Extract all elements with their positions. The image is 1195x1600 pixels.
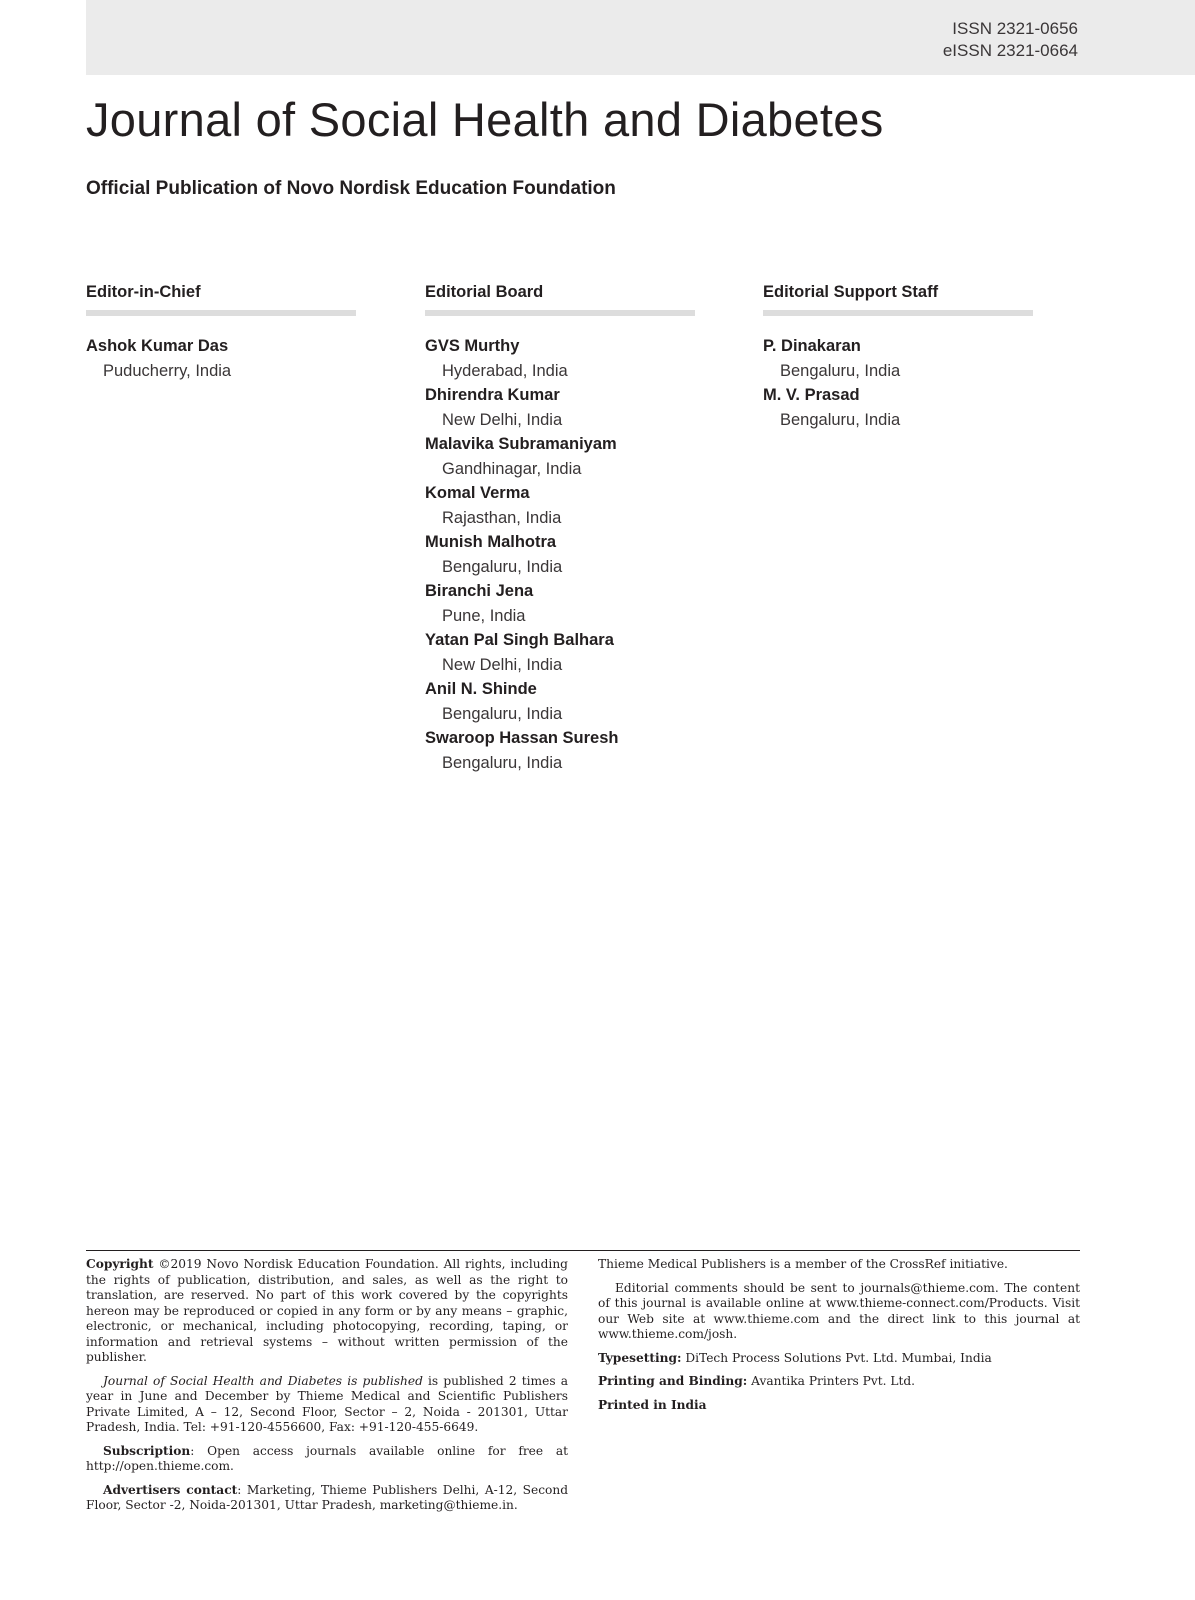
issn-number: ISSN 2321-0656 bbox=[952, 19, 1078, 38]
person-name: Komal Verma bbox=[425, 484, 530, 502]
footer-divider bbox=[86, 1250, 1080, 1251]
person-name: P. Dinakaran bbox=[763, 337, 861, 355]
person-entry bbox=[763, 334, 1033, 383]
person-entry bbox=[425, 334, 695, 383]
footer-right-column bbox=[598, 1257, 1080, 1421]
person-entry bbox=[425, 726, 695, 775]
person-name: GVS Murthy bbox=[425, 337, 520, 355]
support-staff-column bbox=[763, 283, 1033, 432]
person-place: Hyderabad, India bbox=[442, 361, 568, 380]
copyright-text: ©2019 Novo Nordisk Education Foundation. All rights, including the rights of publication, distribution, and sales, as well as the right to translation, are reserved. No part of this work covered by the copyrights hereon may be reproduced or copied in any form or by any means – graphic, electronic, or mechanical, including photocopying, recording, taping, or information and retrieval systems – without written permission of the publisher. bbox=[86, 1257, 568, 1364]
editorial-comments-paragraph: Editorial comments should be sent to journals@thieme.com. The content of this journal is available online at www.thieme-connect.com/Products. Visit our Web site at www.thieme.com and the direct link to this journal at www.thieme.com/josh. bbox=[598, 1280, 1080, 1341]
person-entry bbox=[425, 628, 695, 677]
support-staff-heading: Editorial Support Staff bbox=[763, 283, 1033, 316]
printing-text: Avantika Printers Pvt. Ltd. bbox=[747, 1374, 916, 1388]
person-name: Dhirendra Kumar bbox=[425, 386, 560, 404]
person-entry bbox=[425, 677, 695, 726]
person-entry bbox=[425, 432, 695, 481]
person-place: Bengaluru, India bbox=[780, 361, 901, 380]
advertisers-text: : Marketing, Thieme Publishers Delhi, A-12, Second Floor, Sector -2, Noida-201301, Uttar Pradesh, marketing@thieme.in. bbox=[86, 1482, 569, 1512]
subscription-text: : Open access journals available online for free at http://open.thieme.com. bbox=[86, 1443, 568, 1473]
person-entry bbox=[425, 579, 695, 628]
journal-subtitle: Official Publication of Novo Nordisk Education Foundation bbox=[86, 178, 616, 199]
person-place: Rajasthan, India bbox=[442, 508, 562, 527]
person-name: Swaroop Hassan Suresh bbox=[425, 729, 619, 747]
editorial-board-heading: Editorial Board bbox=[425, 283, 695, 316]
person-name: Munish Malhotra bbox=[425, 533, 557, 551]
person-place: Puducherry, India bbox=[103, 361, 232, 380]
typesetting-label: Typesetting: bbox=[598, 1350, 682, 1365]
issn-block bbox=[943, 18, 1078, 62]
person-name: Yatan Pal Singh Balhara bbox=[425, 631, 614, 649]
subscription-label: Subscription bbox=[103, 1443, 191, 1458]
person-name: Biranchi Jena bbox=[425, 582, 534, 600]
printed-in-paragraph bbox=[598, 1398, 1080, 1414]
editor-in-chief-column bbox=[86, 283, 356, 383]
person-entry bbox=[86, 334, 356, 383]
person-name: Malavika Subramaniyam bbox=[425, 435, 617, 453]
person-entry bbox=[425, 383, 695, 432]
person-entry bbox=[425, 530, 695, 579]
printing-paragraph bbox=[598, 1374, 1080, 1390]
person-name: M. V. Prasad bbox=[763, 386, 860, 404]
publication-text: is published 2 times a year in June and December by Thieme Medical and Scientific Publishers Private Limited, A – 12, Second Floor, Sector – 2, Noida - 201301, Uttar Pradesh, India. Tel: +91-120-4556600, Fax: +91-120-455-6649. bbox=[86, 1373, 568, 1434]
person-place: Bengaluru, India bbox=[442, 704, 563, 723]
person-place: Gandhinagar, India bbox=[442, 459, 582, 478]
footer-left-column bbox=[86, 1257, 568, 1522]
editor-in-chief-heading: Editor-in-Chief bbox=[86, 283, 356, 316]
printed-in-label: Printed in India bbox=[598, 1397, 707, 1412]
publication-paragraph bbox=[86, 1374, 568, 1436]
person-name: Anil N. Shinde bbox=[425, 680, 537, 698]
editorial-board-column bbox=[425, 283, 695, 775]
person-place: Bengaluru, India bbox=[780, 410, 901, 429]
journal-title: Journal of Social Health and Diabetes bbox=[86, 93, 884, 146]
person-place: Bengaluru, India bbox=[442, 753, 563, 772]
person-place: New Delhi, India bbox=[442, 410, 563, 429]
publication-italic: Journal of Social Health and Diabetes is published bbox=[103, 1373, 423, 1388]
copyright-label: Copyright bbox=[86, 1257, 154, 1271]
copyright-paragraph bbox=[86, 1257, 568, 1366]
person-entry bbox=[763, 383, 1033, 432]
person-name: Ashok Kumar Das bbox=[86, 337, 229, 355]
eissn-number: eISSN 2321-0664 bbox=[942, 41, 1078, 60]
person-place: New Delhi, India bbox=[442, 655, 563, 674]
advertisers-label: Advertisers contact bbox=[103, 1482, 238, 1497]
advertisers-paragraph bbox=[86, 1483, 568, 1514]
person-entry bbox=[425, 481, 695, 530]
typesetting-paragraph bbox=[598, 1351, 1080, 1367]
printing-label: Printing and Binding: bbox=[598, 1374, 748, 1388]
typesetting-text: DiTech Process Solutions Pvt. Ltd. Mumbai, India bbox=[681, 1350, 992, 1365]
crossref-paragraph: Thieme Medical Publishers is a member of the CrossRef initiative. bbox=[598, 1257, 1008, 1271]
person-place: Pune, India bbox=[442, 606, 526, 625]
person-place: Bengaluru, India bbox=[442, 557, 563, 576]
subscription-paragraph bbox=[86, 1444, 568, 1475]
